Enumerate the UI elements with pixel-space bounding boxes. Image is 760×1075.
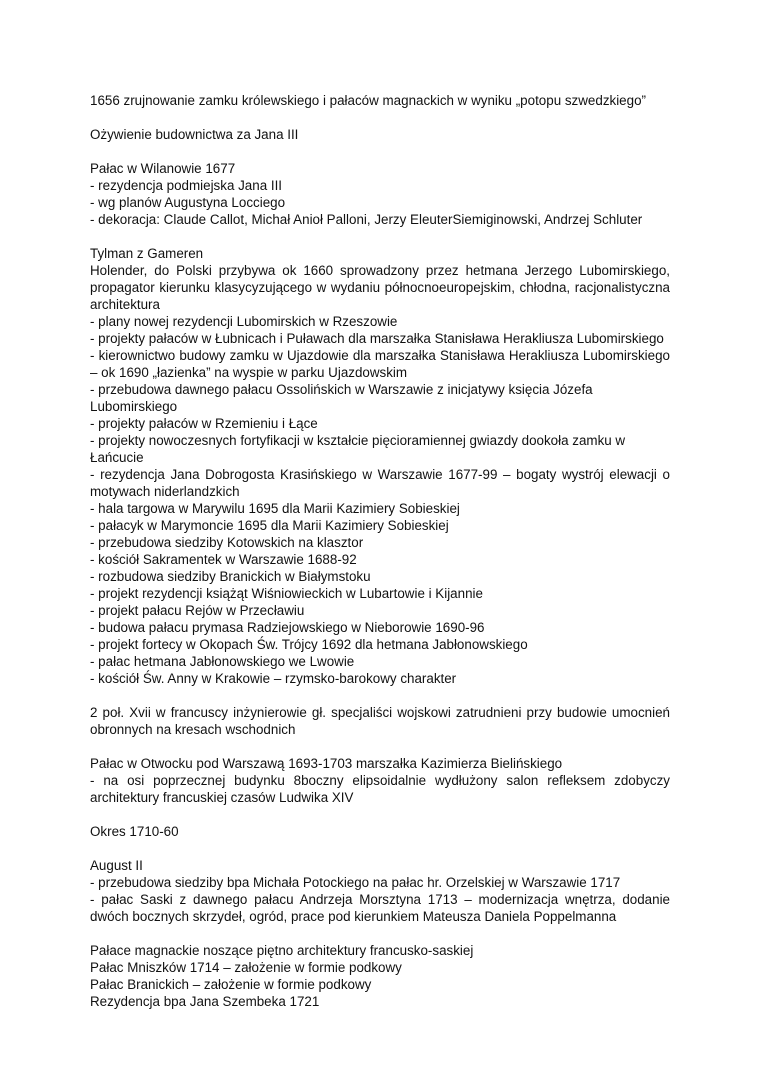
otwock-title: Pałac w Otwocku pod Warszawą 1693-1703 marszałka Kazimierza Bielińskiego: [90, 756, 563, 771]
august-title: August II: [90, 858, 143, 873]
list-item: - dekoracja: Claude Callot, Michał Anioł Palloni, Jerzy EleuterSiemiginowski, Andrzej Schluter: [90, 212, 643, 227]
list-item: - hala targowa w Marywilu 1695 dla Marii Kazimiery Sobieskiej: [90, 501, 460, 516]
spacer: [90, 840, 670, 857]
spacer: [90, 228, 670, 245]
magnates-line: Pałac Branickich – założenie w formie podkowy: [90, 977, 372, 992]
list-item: - kierownictwo budowy zamku w Ujazdowie dla marszałka Stanisława Herakliusza Lubomirskiego – ok 1690 „łazienka” na wyspie w parku Ujazdowskim: [90, 348, 670, 380]
list-item: - rozbudowa siedziby Branickich w Białymstoku: [90, 569, 371, 584]
list-item: - projekty pałaców w Rzemieniu i Łące: [90, 416, 318, 431]
list-item: - pałac hetmana Jabłonowskiego we Lwowie: [90, 654, 355, 669]
period-heading: Okres 1710-60: [90, 824, 179, 839]
list-item: - pałacyk w Marymoncie 1695 dla Marii Kazimiery Sobieskiej: [90, 518, 449, 533]
section-otwock: [90, 755, 670, 806]
document-page: [90, 92, 670, 1010]
spacer: [90, 806, 670, 823]
section-magnates: [90, 942, 670, 1010]
list-item: - kościół Sakramentek w Warszawie 1688-92: [90, 552, 357, 567]
paragraph-engineers: 2 poł. Xvii w francuscy inżynierowie gł. specjaliści wojskowi zatrudnieni przy budowie umocnień obronnych na kresach wschodnich: [90, 705, 670, 737]
spacer: [90, 687, 670, 704]
tylman-intro: Holender, do Polski przybywa ok 1660 sprowadzony przez hetmana Jerzego Lubomirskiego, propagator kierunku klasycyzującego w wydaniu północnoeuropejskim, chłodna, racjonalistyczna architektura: [90, 263, 670, 312]
list-item: - przebudowa dawnego pałacu Ossolińskich w Warszawie z inicjatywy księcia Józefa Lubomirskiego: [90, 382, 593, 414]
list-item: - rezydencja Jana Dobrogosta Krasińskiego w Warszawie 1677-99 – bogaty wystrój elewacji o motywach niderlandzkich: [90, 467, 670, 499]
list-item: - rezydencja podmiejska Jana III: [90, 178, 283, 193]
magnates-line: Pałace magnackie noszące piętno architektury francusko-saskiej: [90, 943, 474, 958]
spacer: [90, 738, 670, 755]
list-item: - na osi poprzecznej budynku 8boczny elipsoidalnie wydłużony salon refleksem zdobyczy architektury francuskiej czasów Ludwika XIV: [90, 773, 670, 805]
list-item: - przebudowa siedziby Kotowskich na klasztor: [90, 535, 364, 550]
spacer: [90, 143, 670, 160]
list-item: - pałac Saski z dawnego pałacu Andrzeja Morsztyna 1713 – modernizacja wnętrza, dodanie dwóch bocznych skrzydeł, ogród, prace pod kierunkiem Mateusza Daniela Poppelmanna: [90, 892, 670, 924]
section-wilanow: [90, 160, 670, 228]
list-item: - projekt fortecy w Okopach Św. Trójcy 1692 dla hetmana Jabłonowskiego: [90, 637, 528, 652]
list-item: - przebudowa siedziby bpa Michała Potockiego na pałac hr. Orzelskiej w Warszawie 1717: [90, 875, 621, 890]
magnates-line: Rezydencja bpa Jana Szembeka 1721: [90, 994, 320, 1009]
wilanow-title: Pałac w Wilanowie 1677: [90, 161, 236, 176]
magnates-line: Pałac Mniszków 1714 – założenie w formie podkowy: [90, 960, 402, 975]
list-item: - projekt pałacu Rejów w Przecławiu: [90, 603, 305, 618]
section-tylman: [90, 245, 670, 687]
list-item: - wg planów Augustyna Locciego: [90, 195, 286, 210]
list-item: - budowa pałacu prymasa Radziejowskiego w Nieborowie 1690-96: [90, 620, 485, 635]
list-item: - kościół Św. Anny w Krakowie – rzymsko-barokowy charakter: [90, 671, 457, 686]
section-august: [90, 857, 670, 925]
spacer: [90, 925, 670, 942]
heading-revival: Ożywienie budownictwa za Jana III: [90, 127, 299, 142]
spacer: [90, 109, 670, 126]
list-item: - projekty pałaców w Łubnicach i Puławach dla marszałka Stanisława Herakliusza Lubomirskiego: [90, 331, 664, 346]
list-item: - projekty nowoczesnych fortyfikacji w kształcie pięcioramiennej gwiazdy dookoła zamku w Łańcucie: [90, 433, 626, 465]
paragraph-1656: 1656 zrujnowanie zamku królewskiego i pałaców magnackich w wyniku „potopu szwedzkiego”: [90, 93, 646, 108]
list-item: - plany nowej rezydencji Lubomirskich w Rzeszowie: [90, 314, 398, 329]
list-item: - projekt rezydencji książąt Wiśniowieckich w Lubartowie i Kijannie: [90, 586, 483, 601]
tylman-title: Tylman z Gameren: [90, 246, 204, 261]
